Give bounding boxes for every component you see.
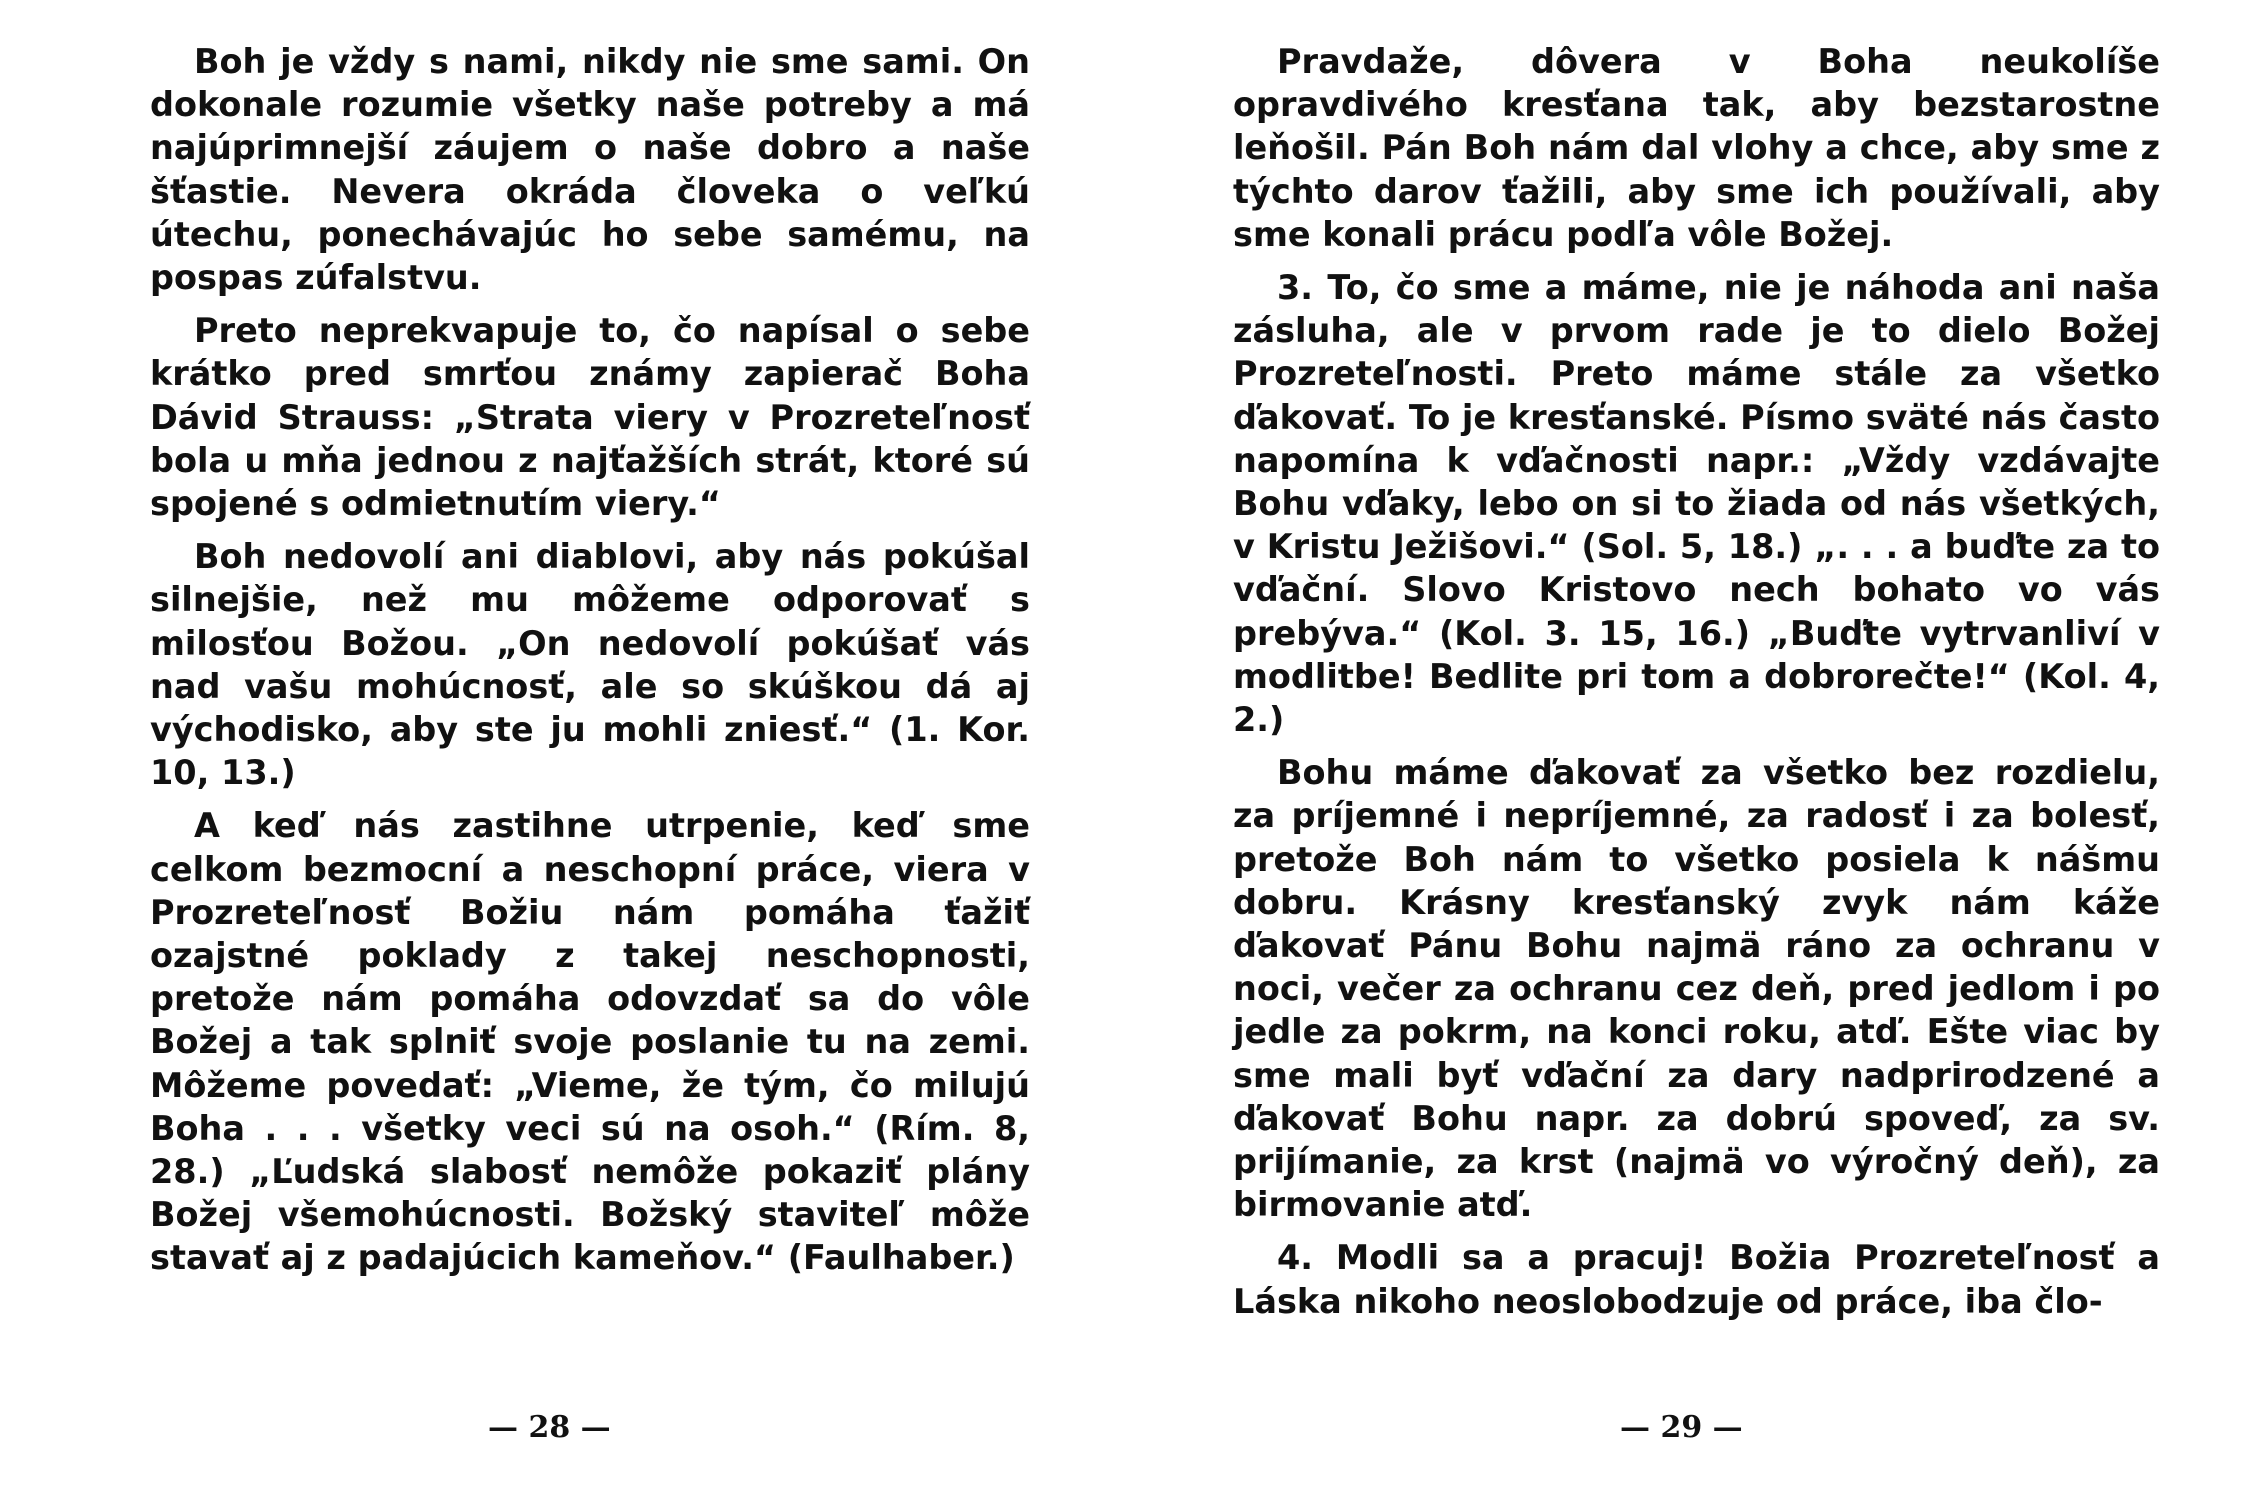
right-page-number: — 29 — bbox=[1620, 1410, 1743, 1445]
left-page-number: — 28 — bbox=[488, 1410, 611, 1445]
right-paragraph-4-start: 4. bbox=[1277, 1238, 1336, 1278]
right-paragraph-2-end: To je kresťanské. Písmo sväté nás často napomína k vďačnosti napr.: „Vždy vzdávajte Bohu vďaky, lebo on si to žiada od nás všetkých, v Kristu Ježišovi.“ (Sol. 5, 18.) „. . . a buďte za to vďační. Slovo Kristovo nech bohato vo vás prebýva.“ (Kol. 3. 15, 16.) „Buďte vytrvanliví v modlitbe! Bedlite pri tom a dobrorečte!“ (Kol. 4, 2.) bbox=[1233, 397, 2160, 740]
right-paragraph-2 bbox=[1233, 266, 2160, 741]
left-paragraph-3: Boh nedovolí ani diablovi, aby nás pokúšal silnejšie, než mu môžeme odporovať s milosťou Božou. „On nedovolí pokúšať vás nad vašu mohúcnosť, ale so skúškou dá aj východisko, aby ste ju mohli zniesť.“ (1. Kor. 10, 13.) bbox=[150, 537, 1030, 793]
left-paragraph-2: Preto neprekvapuje to, čo napísal o sebe krátko pred smrťou známy zapierač Boha Dávid Strauss: „Strata viery v Prozreteľnosť bola u mňa jednou z najťažších strát, ktoré sú spojené s odmietnutím viery.“ bbox=[150, 311, 1030, 524]
left-paragraph-1: Boh je vždy s nami, nikdy nie sme sami. On dokonale rozumie všetky naše potreby a má najúprimnejší záujem o naše dobro a naše šťastie. Nevera okráda človeka o veľkú útechu, ponechávajúc ho sebe samému, na pospas zúfalstvu. bbox=[150, 42, 1030, 298]
right-paragraph-2-emphasis: stále za všetko ďakovať. bbox=[1233, 354, 2160, 437]
right-paragraph-2-start: 3. To, čo sme a máme, nie je náhoda ani naša zásluha, ale v prvom rade je to dielo Božej Prozreteľnosti. Preto máme bbox=[1233, 268, 2160, 394]
right-paragraph-4 bbox=[1233, 1236, 2160, 1322]
right-paragraph-3: Bohu máme ďakovať za všetko bez rozdielu, za príjemné i nepríjemné, za radosť i za bolesť, pretože Boh nám to všetko posiela k nášmu dobru. Krásny kresťanský zvyk nám káže ďakovať Pánu Bohu najmä ráno za ochranu v noci, večer za ochranu cez deň, pred jedlom i po jedle za pokrm, na konci roku, atď. Ešte viac by sme mali byť vďační za dary nadprirodzené a ďakovať Bohu napr. za dobrú spoveď, za sv. prijímanie, za krst (najmä vo výročný deň), za birmovanie atď. bbox=[1233, 753, 2160, 1225]
left-page bbox=[150, 40, 1030, 1290]
right-page bbox=[1233, 40, 2160, 1333]
left-paragraph-4: A keď nás zastihne utrpenie, keď sme celkom bezmocní a neschopní práce, viera v Prozreteľnosť Božiu nám pomáha ťažiť ozajstné poklady z takej neschopnosti, pretože nám pomáha odovzdať sa do vôle Božej a tak splniť svoje poslanie tu na zemi. Môžeme povedať: „Vieme, že tým, čo milujú Boha . . . všetky veci sú na osoh.“ (Rím. 8, 28.) „Ľudská slabosť nemôže pokaziť plány Božej všemohúcnosti. Božský staviteľ môže stavať aj z padajúcich kameňov.“ (Faulhaber.) bbox=[150, 806, 1030, 1278]
right-paragraph-4-end: Božia Prozreteľnosť a Láska nikoho neoslobodzuje od práce, iba člo- bbox=[1233, 1238, 2160, 1321]
right-paragraph-4-emphasis: Modli sa a pracuj! bbox=[1335, 1238, 1707, 1278]
right-paragraph-1: Pravdaže, dôvera v Boha neukolíše opravdivého kresťana tak, aby bezstarostne leňošil. Pán Boh nám dal vlohy a chce, aby sme z týchto darov ťažili, aby sme ich používali, aby sme konali prácu podľa vôle Božej. bbox=[1233, 42, 2160, 254]
